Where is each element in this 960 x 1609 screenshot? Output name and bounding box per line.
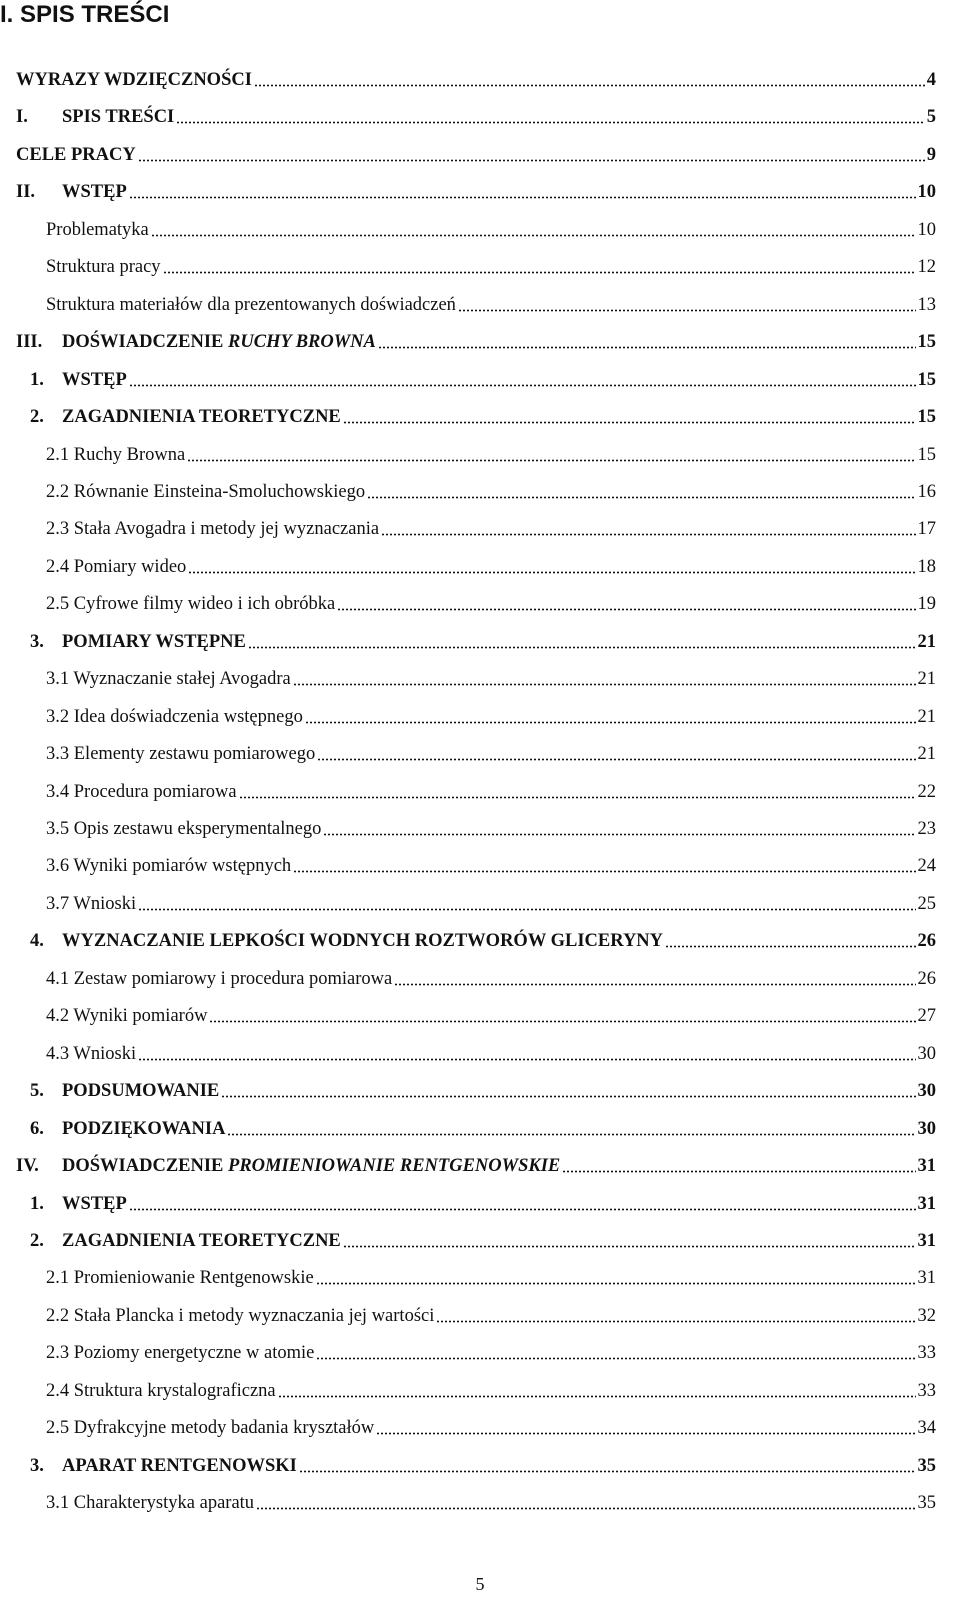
toc-leader-dots <box>299 1470 916 1473</box>
toc-entry-title-text: 2.1 Promieniowanie Rentgenowskie <box>46 1268 314 1289</box>
toc-entry-title <box>46 1004 207 1028</box>
toc-entry-title-text: 2.2 Stała Plancka i metody wyznaczania jej wartości <box>46 1305 435 1326</box>
toc-entry-title <box>46 255 161 279</box>
toc-leader-dots <box>343 1245 916 1248</box>
toc-entry[interactable] <box>46 1416 936 1440</box>
toc-entry-page: 25 <box>917 893 936 914</box>
toc-entry-title-text: Struktura materiałów dla prezentowanych doświadczeń <box>46 294 456 315</box>
toc-entry-title <box>46 592 335 616</box>
page-heading: I. SPIS TREŚCI <box>0 1 170 28</box>
toc-entry-title <box>62 368 127 392</box>
toc-entry-title <box>62 405 341 429</box>
toc-entry-title-text: 3.7 Wnioski <box>46 893 137 914</box>
toc-entry-title <box>62 105 174 129</box>
toc-entry[interactable] <box>46 592 936 616</box>
toc-leader-dots <box>248 646 916 649</box>
toc-entry-page: 4 <box>926 70 936 90</box>
toc-leader-dots <box>436 1320 915 1323</box>
toc-entry[interactable] <box>46 1042 936 1066</box>
toc-entry-page: 16 <box>917 481 936 502</box>
toc-entry-title <box>46 780 237 804</box>
toc-entry-page: 12 <box>917 257 936 278</box>
toc-entry[interactable] <box>30 405 936 429</box>
toc-entry[interactable] <box>46 1491 936 1515</box>
toc-leader-dots <box>256 1507 915 1510</box>
toc-entry[interactable] <box>30 630 936 654</box>
toc-entry-title-text: 2.2 Równanie Einsteina-Smoluchowskiego <box>46 481 366 502</box>
toc-entry-title-text: 3.4 Procedura pomiarowa <box>46 781 237 802</box>
toc-entry[interactable] <box>46 742 936 766</box>
toc-entry-page: 21 <box>917 669 936 690</box>
toc-leader-dots <box>138 159 925 162</box>
toc-entry-number: 1. <box>30 1193 44 1214</box>
toc-entry[interactable] <box>30 1117 936 1141</box>
toc-leader-dots <box>221 1095 915 1098</box>
page-number: 5 <box>475 1574 485 1594</box>
toc-entry[interactable] <box>46 705 936 729</box>
toc-entry-number: II. <box>16 182 36 203</box>
toc-entry-title <box>62 330 376 354</box>
toc-entry-title-text: Struktura pracy <box>46 257 161 278</box>
toc-entry-page: 15 <box>917 444 936 465</box>
toc-entry-page: 15 <box>917 332 936 353</box>
toc-entry-page: 26 <box>917 931 936 952</box>
toc-leader-dots <box>305 721 916 724</box>
toc-entry-page: 33 <box>917 1380 936 1401</box>
toc-entry-title-text: WSTĘP <box>62 182 127 203</box>
toc-entry-title-text: DOŚWIADCZENIE <box>62 332 229 353</box>
toc-entry[interactable] <box>46 443 936 467</box>
toc-entry-title-text: APARAT RENTGENOWSKI <box>62 1455 297 1476</box>
toc-entry-title-text: 3.3 Elementy zestawu pomiarowego <box>46 744 316 765</box>
toc-entry-title-text: WSTĘP <box>62 369 127 390</box>
toc-entry[interactable] <box>30 1079 936 1103</box>
toc-entry-title <box>46 1341 314 1365</box>
toc-entry-page: 31 <box>917 1268 936 1289</box>
toc-leader-dots <box>176 121 924 124</box>
toc-leader-dots <box>367 496 915 499</box>
toc-entry-page: 18 <box>917 556 936 577</box>
toc-entry-title-text: 3.6 Wyniki pomiarów wstępnych <box>46 856 292 877</box>
toc-entry[interactable] <box>46 854 936 878</box>
toc-entry[interactable] <box>46 480 936 504</box>
toc-entry-page: 21 <box>917 706 936 727</box>
toc-entry[interactable] <box>46 1341 936 1365</box>
toc-entry-page: 31 <box>917 1230 936 1251</box>
toc-entry-page: 15 <box>917 369 936 390</box>
toc-entry-title <box>46 854 291 878</box>
toc-entry-page: 34 <box>917 1418 936 1439</box>
toc-leader-dots <box>378 346 916 349</box>
toc-leader-dots <box>129 384 916 387</box>
toc-entry-number: 5. <box>30 1081 44 1102</box>
toc-leader-dots <box>227 1133 915 1136</box>
toc-entry-title-text: 3.5 Opis zestawu eksperymentalnego <box>46 819 322 839</box>
toc-leader-dots <box>323 833 915 836</box>
toc-entry-title-text: 2.5 Dyfrakcyjne metody badania kryształów <box>46 1418 375 1439</box>
toc-leader-dots <box>562 1170 915 1173</box>
toc-entry-title <box>46 892 136 916</box>
toc-entry-title-text: WYRAZY WDZIĘCZNOŚCI <box>16 70 252 90</box>
toc-entry[interactable] <box>46 967 936 991</box>
toc-entry-title-text: PODZIĘKOWANIA <box>62 1118 226 1139</box>
toc-entry[interactable] <box>46 218 936 242</box>
toc-leader-dots <box>129 1208 916 1211</box>
toc-entry-page: 21 <box>917 631 936 652</box>
toc-leader-dots <box>188 571 915 574</box>
toc-leader-dots <box>665 945 915 948</box>
toc-leader-dots <box>381 533 915 536</box>
toc-entry-title-text: 2.4 Pomiary wideo <box>46 556 187 577</box>
toc-entry-page: 10 <box>917 219 936 240</box>
toc-entry-title-text: POMIARY WSTĘPNE <box>62 631 246 652</box>
toc-entry-title-text: ZAGADNIENIA TEORETYCZNE <box>62 407 341 428</box>
toc-entry-number: 6. <box>30 1118 44 1139</box>
toc-leader-dots <box>187 459 915 462</box>
toc-entry-title <box>46 555 186 579</box>
toc-entry-title <box>46 443 185 467</box>
toc-leader-dots <box>209 1020 915 1023</box>
toc-entry[interactable] <box>30 1454 936 1478</box>
toc-entry[interactable] <box>16 143 936 167</box>
toc-entry[interactable] <box>16 105 936 129</box>
toc-entry[interactable] <box>16 1154 936 1178</box>
toc-entry-page: 31 <box>917 1193 936 1214</box>
toc-entry-number: 3. <box>30 1455 44 1476</box>
toc-entry[interactable] <box>46 255 936 279</box>
toc-entry[interactable] <box>30 1192 936 1216</box>
toc-entry-title-text: 2.1 Ruchy Browna <box>46 444 186 465</box>
toc-entry-title <box>62 1229 341 1253</box>
toc-entry-page: 35 <box>917 1455 936 1476</box>
toc-entry-title <box>46 967 392 991</box>
toc-entry-title <box>62 180 127 204</box>
toc-entry[interactable] <box>16 68 936 92</box>
toc-leader-dots <box>163 271 916 274</box>
toc-entry-title <box>46 293 456 317</box>
toc-entry[interactable] <box>16 180 936 204</box>
toc-entry-page: 26 <box>917 968 936 989</box>
toc-entry-title <box>62 630 246 654</box>
toc-entry-title-italic: PROMIENIOWANIE RENTGENOWSKIE <box>228 1156 561 1177</box>
toc-entry[interactable] <box>46 817 936 841</box>
toc-entry-page: 10 <box>917 182 936 203</box>
toc-entry-title <box>62 1117 225 1141</box>
toc-entry[interactable] <box>46 667 936 691</box>
toc-entry-title <box>62 1192 127 1216</box>
toc-leader-dots <box>316 1357 915 1360</box>
toc-entry[interactable] <box>46 780 936 804</box>
toc-entry[interactable] <box>16 330 936 354</box>
toc-entry-title <box>46 1266 314 1290</box>
toc-entry-page: 30 <box>917 1081 936 1102</box>
toc-entry-title-text: 2.5 Cyfrowe filmy wideo i ich obróbka <box>46 594 336 615</box>
toc-entry-number: I. <box>16 107 28 128</box>
toc-entry-number: 2. <box>30 1230 44 1251</box>
toc-leader-dots <box>129 196 916 199</box>
toc-entry[interactable] <box>30 1229 936 1253</box>
toc-entry-number: 3. <box>30 631 44 652</box>
toc-entry-title-text: 3.1 Wyznaczanie stałej Avogadra <box>46 669 291 690</box>
toc-entry-page: 23 <box>917 819 936 839</box>
toc-leader-dots <box>151 234 916 237</box>
toc-entry-title <box>46 817 321 841</box>
toc-entry-page: 27 <box>917 1006 936 1027</box>
toc-entry-title-text: 3.2 Idea doświadczenia wstępnego <box>46 706 303 727</box>
toc-entry-number: III. <box>16 332 43 353</box>
toc-entry[interactable] <box>46 555 936 579</box>
toc-entry-title <box>46 667 291 691</box>
toc-entry[interactable] <box>46 1266 936 1290</box>
toc-entry-title <box>62 1454 297 1478</box>
toc-entry-page: 5 <box>926 107 936 128</box>
toc-entry-title-text: PODSUMOWANIE <box>62 1081 220 1102</box>
toc-entry-page: 30 <box>917 1118 936 1139</box>
toc-entry[interactable] <box>30 368 936 392</box>
toc-entry-title-italic: RUCHY BROWNA <box>228 332 376 353</box>
toc-entry-title <box>46 218 149 242</box>
toc-entry-page: 15 <box>917 407 936 428</box>
toc-entry-title <box>46 1416 374 1440</box>
toc-entry-title <box>46 517 379 541</box>
toc-entry-title-text: 2.3 Stała Avogadra i metody jej wyznaczania <box>46 519 380 540</box>
toc-entry-title <box>62 1079 219 1103</box>
toc-entry-page: 35 <box>917 1493 936 1514</box>
toc-entry-title-text: 4.1 Zestaw pomiarowy i procedura pomiarowa <box>46 968 393 989</box>
toc-entry-page: 9 <box>926 144 936 165</box>
toc-entry-page: 30 <box>917 1043 936 1064</box>
toc-entry-title-text: 2.4 Struktura krystalograficzna <box>46 1380 276 1401</box>
toc-entry-page: 22 <box>917 781 936 802</box>
toc-entry-title <box>46 1379 276 1403</box>
toc-leader-dots <box>239 796 916 799</box>
toc-entry[interactable] <box>46 517 936 541</box>
toc-leader-dots <box>337 608 915 611</box>
toc-entry-title <box>46 742 315 766</box>
toc-entry-page: 19 <box>917 594 936 615</box>
toc-leader-dots <box>138 908 915 911</box>
toc-entry-page: 31 <box>917 1156 936 1177</box>
toc-leader-dots <box>293 870 915 873</box>
toc-leader-dots <box>343 421 916 424</box>
toc-entry-title-text: 4.3 Wnioski <box>46 1043 137 1064</box>
toc-entry-title-text: Problematyka <box>46 219 149 240</box>
toc-entry-page: 24 <box>917 856 936 877</box>
toc-entry-number: 4. <box>30 931 44 952</box>
toc-leader-dots <box>316 1282 916 1285</box>
toc-entry-title-text: ZAGADNIENIA TEORETYCZNE <box>62 1230 341 1251</box>
toc-leader-dots <box>254 84 925 87</box>
toc-entry[interactable] <box>46 1304 936 1328</box>
toc-entry-page: 17 <box>917 519 936 540</box>
toc-entry-title <box>46 1042 136 1066</box>
toc-entry-page: 33 <box>917 1343 936 1364</box>
toc-entry-title <box>16 143 136 167</box>
toc-leader-dots <box>278 1395 916 1398</box>
toc-entry-title <box>16 68 252 92</box>
toc-entry-number: 2. <box>30 407 44 428</box>
table-of-contents <box>0 60 960 1541</box>
toc-entry-title-text: 4.2 Wyniki pomiarów <box>46 1006 208 1027</box>
toc-entry-title-text: 2.3 Poziomy energetyczne w atomie <box>46 1343 315 1364</box>
toc-entry-title <box>46 705 303 729</box>
toc-entry-page: 21 <box>917 744 936 765</box>
toc-leader-dots <box>293 683 916 686</box>
toc-entry-page: 32 <box>917 1305 936 1326</box>
toc-entry[interactable] <box>46 293 936 317</box>
toc-entry[interactable] <box>46 1004 936 1028</box>
toc-entry-number: IV. <box>16 1156 39 1177</box>
toc-entry-title-text: WYZNACZANIE LEPKOŚCI WODNYCH ROZTWORÓW GLICERYNY <box>62 931 664 952</box>
toc-entry-title <box>46 1304 434 1328</box>
toc-leader-dots <box>317 758 915 761</box>
toc-entry-page: 13 <box>917 294 936 315</box>
toc-entry-title-text: SPIS TREŚCI <box>62 107 175 128</box>
toc-entry[interactable] <box>46 892 936 916</box>
toc-leader-dots <box>138 1058 915 1061</box>
toc-entry-title-text: DOŚWIADCZENIE <box>62 1156 229 1177</box>
toc-leader-dots <box>376 1432 915 1435</box>
toc-entry-title <box>46 480 365 504</box>
toc-entry[interactable] <box>30 929 936 953</box>
toc-entry-number: 1. <box>30 369 44 390</box>
toc-entry-title <box>62 929 663 953</box>
toc-entry-title-text: WSTĘP <box>62 1193 127 1214</box>
toc-entry[interactable] <box>46 1379 936 1403</box>
toc-entry-title <box>62 1154 560 1178</box>
toc-entry-title <box>46 1491 254 1515</box>
toc-entry-title-text: CELE PRACY <box>16 144 136 165</box>
toc-entry-title-text: 3.1 Charakterystyka aparatu <box>46 1493 255 1514</box>
toc-leader-dots <box>458 309 916 312</box>
toc-leader-dots <box>394 983 915 986</box>
